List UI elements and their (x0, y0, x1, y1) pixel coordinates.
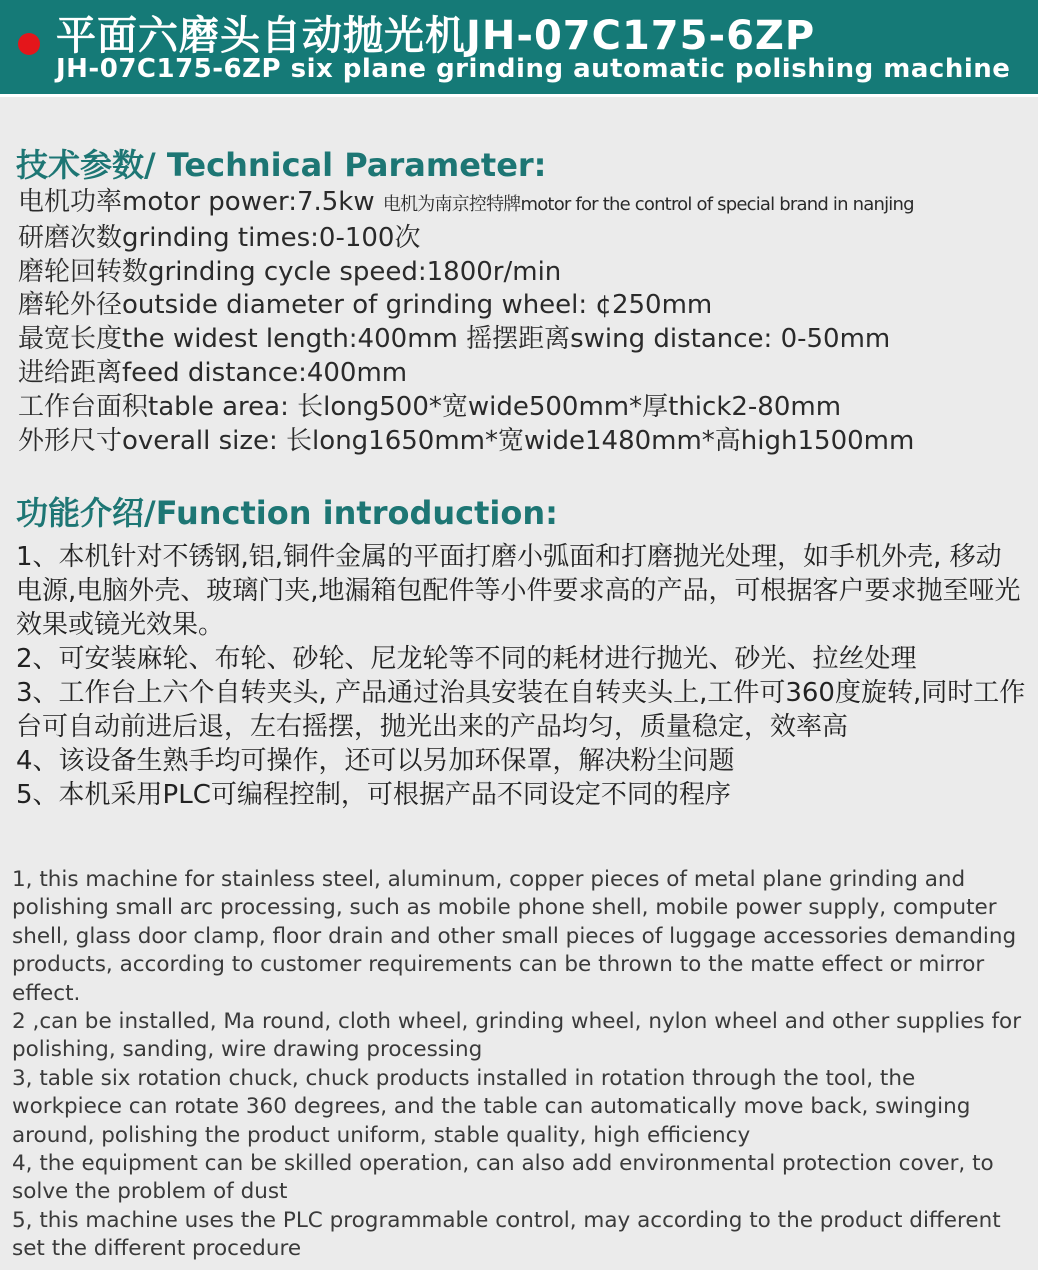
function-item-cn: 4、该设备生熟手均可操作，还可以另加环保罩，解决粉尘问题 (16, 746, 735, 776)
param-row: 磨轮回转数grinding cycle speed:1800r/min (18, 256, 562, 287)
param-row: 工作台面积table area: 长long500*宽wide500mm*厚thick2-80mm (18, 391, 842, 422)
function-item-cn: 5、本机采用PLC可编程控制，可根据产品不同设定不同的程序 (16, 780, 731, 810)
function-list-chinese (16, 540, 1026, 812)
param-row: 外形尺寸overall size: 长long1650mm*宽wide1480mm*高high1500mm (18, 425, 915, 456)
header-banner (0, 0, 1038, 97)
param-row: 研磨次数grinding times:0-100次 (18, 222, 421, 253)
param-row: 进给距离feed distance:400mm (18, 357, 408, 388)
function-list-english (12, 866, 1027, 1264)
function-item-cn: 2、可安装麻轮、布轮、砂轮、尼龙轮等不同的耗材进行抛光、砂光、拉丝处理 (16, 644, 917, 674)
tech-params (18, 186, 1033, 458)
function-item-en: 1, this machine for stainless steel, aluminum, copper pieces of metal plane grinding and polishing small arc processing, such as mobile phone shell, mobile power supply, computer shell, glass door clamp, floor drain and other small pieces of luggage accessories demanding products, according to customer requirements can be thrown to the matte effect or mirror effect. (12, 867, 1017, 1006)
param-row-motor (18, 186, 1033, 222)
function-item-en: 3, table six rotation chuck, chuck products installed in rotation through the tool, the workpiece can rotate 360 degrees, and the table can automatically move back, swinging around, polishing the product uniform, stable quality, high efficiency (12, 1065, 971, 1148)
tech-heading: 技术参数/ Technical Parameter: (16, 146, 547, 184)
function-item-en: 2 ,can be installed, Ma round, cloth wheel, grinding wheel, nylon wheel and other supplies for polishing, sanding, wire drawing processing (12, 1009, 1022, 1063)
function-item-cn: 3、工作台上六个自转夹头, 产品通过治具安装在自转夹头上,工件可360度旋转,同时工作台可自动前进后退，左右摇摆，抛光出来的产品均匀，质量稳定，效率高 (16, 678, 1026, 742)
function-item-cn: 1、本机针对不锈钢,铝,铜件金属的平面打磨小弧面和打磨抛光处理，如手机外壳, 移动电源,电脑外壳、玻璃门夹,地漏箱包配件等小件要求高的产品，可根据客户要求抛至哑光效果或镜光效果。 (16, 542, 1021, 640)
param-motor-note: 电机为南京控特牌motor for the control of special brand in nanjing (382, 194, 914, 215)
function-item-en: 4, the equipment can be skilled operation, can also add environmental protection cover, to solve the problem of dust (12, 1151, 994, 1205)
red-dot-icon (18, 33, 40, 55)
function-heading: 功能介绍/Function introduction: (16, 494, 558, 532)
function-item-en: 5, this machine uses the PLC programmable control, may according to the product different set the different procedure (12, 1207, 1001, 1262)
param-motor-power: 电机功率motor power:7.5kw (18, 187, 383, 217)
param-row: 最宽长度the widest length:400mm 摇摆距离swing distance: 0-50mm (18, 324, 891, 355)
param-row: 磨轮外径outside diameter of grinding wheel: ¢250mm (18, 290, 713, 321)
title-english: JH-07C175-6ZP six plane grinding automatic polishing machine (56, 54, 1011, 84)
title-chinese: 平面六磨头自动抛光机JH-07C175-6ZP (56, 13, 816, 59)
